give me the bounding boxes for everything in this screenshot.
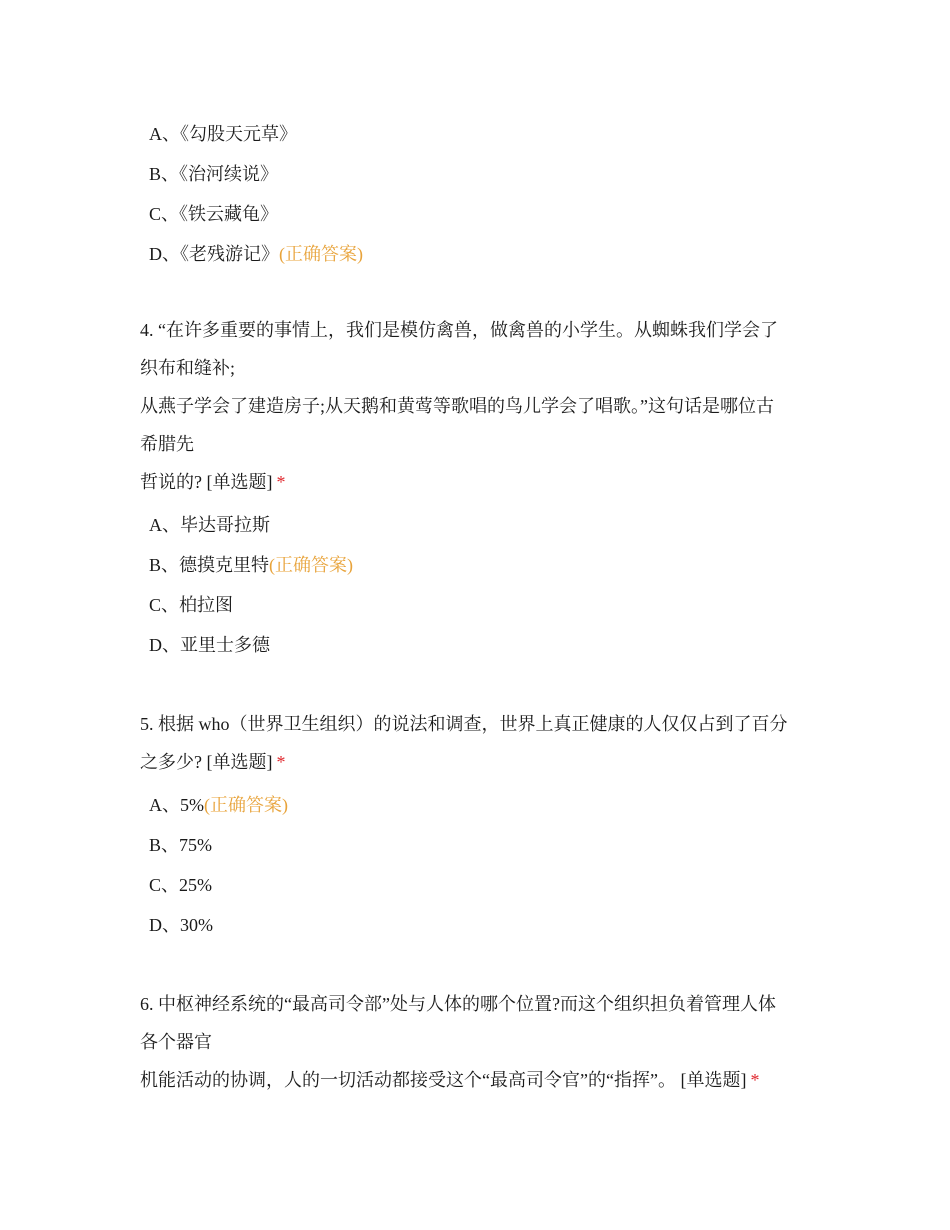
question-text-line: 5. 根据 who（世界卫生组织）的说法和调查，世界上真正健康的人仅仅占到了百分	[140, 714, 788, 734]
option-a: A、5%(正确答案)	[149, 795, 288, 815]
question-text-line: 4. “在许多重要的事情上，我们是模仿禽兽，做禽兽的小学生。从蜘蛛我们学会了	[140, 320, 778, 340]
question-text-line: 6. 中枢神经系统的“最高司令部”处与人体的哪个位置?而这个组织担负着管理人体	[140, 994, 776, 1014]
option-d: D、亚里士多德	[149, 635, 270, 655]
question-text-line: 各个器官	[140, 1032, 212, 1052]
option-b: B、75%	[149, 835, 212, 855]
question-options	[149, 509, 830, 669]
option-d: D、30%	[149, 915, 213, 935]
question-text-line: 希腊先	[140, 434, 194, 454]
correct-answer-tag: (正确答案)	[279, 244, 363, 264]
question-4	[140, 312, 830, 669]
option-d: D、《老残游记》(正确答案)	[149, 244, 363, 264]
question-text-line: 从燕子学会了建造房子;从天鹅和黄莺等歌唱的鸟儿学会了唱歌。”这句话是哪位古	[140, 396, 774, 416]
option-c: C、柏拉图	[149, 595, 234, 615]
question-text-line: 之多少? [单选题] *	[140, 752, 286, 772]
option-c: C、25%	[149, 875, 212, 895]
option-a: A、《勾股天元草》	[149, 124, 297, 144]
question-5	[140, 706, 830, 949]
required-marker: *	[276, 752, 286, 772]
question-6	[140, 986, 830, 1100]
option-a: A、毕达哥拉斯	[149, 515, 270, 535]
required-marker: *	[276, 472, 286, 492]
correct-answer-tag: (正确答案)	[204, 795, 288, 815]
option-b: B、德摸克里特(正确答案)	[149, 555, 354, 575]
correct-answer-tag: (正确答案)	[269, 555, 354, 575]
required-marker: *	[750, 1070, 760, 1090]
question-text-line: 哲说的? [单选题] *	[140, 472, 286, 492]
option-b: B、《治河续说》	[149, 164, 279, 184]
option-c: C、《铁云藏龟》	[149, 204, 279, 224]
question-text-line: 织布和缝补;	[140, 358, 236, 378]
prev-question-options	[149, 118, 363, 278]
question-options	[149, 789, 830, 949]
question-text-line: 机能活动的协调，人的一切活动都接受这个“最高司令官”的“指挥”。 [单选题] *	[140, 1070, 760, 1090]
